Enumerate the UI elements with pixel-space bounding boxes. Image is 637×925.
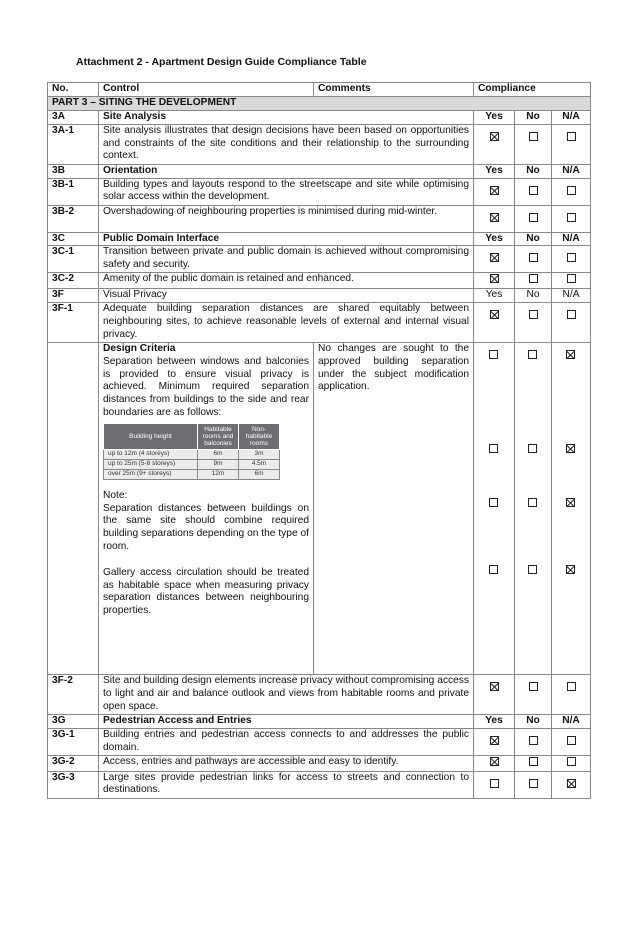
yes-label: Yes [474,164,515,178]
criteria-heading: Design Criteria [103,342,176,354]
yes-checkbox-checked[interactable] [490,682,499,691]
na-checkbox[interactable] [567,757,576,766]
table-row [48,205,591,232]
col-habitable: Habitable rooms and balconies [198,423,239,449]
row-control: Overshadowing of neighbouring properties is minimised during mid-winter. [99,205,474,232]
criteria-comment: No changes are sought to the approved building separation under the subject modification application. [314,342,474,674]
na-checkbox[interactable] [567,213,576,222]
no-checkbox[interactable] [529,310,538,319]
no-checkbox[interactable] [529,736,538,745]
row-no: 3F-2 [48,674,99,714]
note-gallery: Gallery access circulation should be treated as habitable space when measuring privacy separation distances between neighbouring properties. [103,566,309,617]
separation-row [104,449,280,459]
na-checkbox[interactable] [567,253,576,262]
section-title: Pedestrian Access and Entries [99,714,474,728]
table-row [48,728,591,755]
section-title: Visual Privacy [99,289,474,303]
na-label: N/A [552,111,591,125]
na-checkbox-checked[interactable] [566,498,575,507]
no-checkbox[interactable] [529,682,538,691]
no-checkbox[interactable] [528,444,537,453]
habitable-cell: 12m [198,469,239,479]
yes-label: Yes [474,111,515,125]
non-habitable-cell: 3m [239,449,280,459]
row-no: 3B-2 [48,205,99,232]
section-title: Public Domain Interface [99,232,474,246]
table-row [48,771,591,798]
na-checkbox[interactable] [567,682,576,691]
table-row [48,755,591,771]
table-row [48,178,591,205]
col-building-height: Building height [104,423,198,449]
na-checkbox-checked[interactable] [566,350,575,359]
section-no: 3B [48,164,99,178]
non-habitable-cell: 4.5m [239,459,280,469]
document-title: Attachment 2 - Apartment Design Guide Compliance Table [76,56,367,68]
yes-checkbox[interactable] [489,350,498,359]
height-cell: over 25m (9+ storeys) [104,469,198,479]
row-control: Large sites provide pedestrian links for access to streets and connection to destinations. [99,771,474,798]
no-checkbox[interactable] [529,213,538,222]
yes-checkbox-checked[interactable] [490,757,499,766]
section-row [48,111,591,125]
table-row [48,674,591,714]
row-control: Amenity of the public domain is retained and enhanced. [99,273,474,289]
section-row [48,232,591,246]
yes-checkbox[interactable] [489,444,498,453]
section-title: Orientation [99,164,474,178]
row-control: Building entries and pedestrian access connects to and addresses the public domain. [99,728,474,755]
header-row [48,83,591,97]
section-no: 3A [48,111,99,125]
section-no: 3G [48,714,99,728]
height-cell: up to 12m (4 storeys) [104,449,198,459]
na-checkbox-checked[interactable] [567,779,576,788]
na-label: N/A [552,232,591,246]
no-checkbox[interactable] [529,757,538,766]
no-checkbox[interactable] [529,132,538,141]
header-no: No. [48,83,99,97]
yes-checkbox[interactable] [489,565,498,574]
na-checkbox[interactable] [567,132,576,141]
no-label: No [515,289,552,303]
yes-label: Yes [474,232,515,246]
no-checkbox[interactable] [528,350,537,359]
na-checkbox[interactable] [567,186,576,195]
section-row [48,164,591,178]
separation-row [104,469,280,479]
header-compliance: Compliance [474,83,591,97]
section-row [48,714,591,728]
row-no: 3G-3 [48,771,99,798]
yes-checkbox-checked[interactable] [490,253,499,262]
no-label: No [515,232,552,246]
section-row [48,289,591,303]
criteria-text: Separation between windows and balconies is provided to ensure visual privacy is achieved. Minimum required separation distances from buildings to the side and rear boundaries are as follows: [103,355,309,418]
row-control: Adequate building separation distances are shared equitably between neighbouring sites, to achieve reasonable levels of external and internal visual privacy. [99,302,474,342]
no-label: No [515,111,552,125]
row-control: Site analysis illustrates that design decisions have been based on opportunities and constraints of the site conditions and their relationship to the surrounding context. [99,124,474,164]
yes-label: Yes [474,289,515,303]
yes-checkbox-checked[interactable] [490,736,499,745]
yes-checkbox-checked[interactable] [490,274,499,283]
section-no: 3C [48,232,99,246]
habitable-cell: 6m [198,449,239,459]
row-no: 3G-1 [48,728,99,755]
yes-checkbox[interactable] [490,779,499,788]
na-checkbox-checked[interactable] [566,565,575,574]
yes-checkbox-checked[interactable] [490,132,499,141]
na-label: N/A [552,164,591,178]
col-non-habitable: Non-habitable rooms [239,423,280,449]
part-title: PART 3 – SITING THE DEVELOPMENT [48,97,591,111]
row-no: 3B-1 [48,178,99,205]
na-checkbox[interactable] [567,310,576,319]
na-checkbox-checked[interactable] [566,444,575,453]
compliance-table [47,82,591,799]
no-checkbox[interactable] [529,186,538,195]
row-no: 3C-1 [48,246,99,273]
row-no: 3G-2 [48,755,99,771]
row-control: Building types and layouts respond to the streetscape and site while optimising solar access within the development. [99,178,474,205]
na-checkbox[interactable] [567,736,576,745]
na-label: N/A [552,714,591,728]
section-no: 3F [48,289,99,303]
no-checkbox[interactable] [528,498,537,507]
no-checkbox[interactable] [529,253,538,262]
note-separation: Separation distances between buildings on the same site should combine required building separations depending on the type of room. [103,502,309,552]
note-label: Note: [103,489,128,501]
na-label: N/A [552,289,591,303]
table-row [48,302,591,342]
yes-label: Yes [474,714,515,728]
yes-checkbox-checked[interactable] [490,310,499,319]
part-row [48,97,591,111]
row-no: 3F-1 [48,302,99,342]
non-habitable-cell: 6m [239,469,280,479]
separation-table [103,423,280,480]
no-checkbox[interactable] [529,274,538,283]
table-row [48,273,591,289]
no-label: No [515,164,552,178]
header-comments: Comments [314,83,474,97]
table-row [48,124,591,164]
row-control: Access, entries and pathways are accessible and easy to identify. [99,755,474,771]
design-criteria-row [48,342,591,674]
row-no: 3A-1 [48,124,99,164]
no-checkbox[interactable] [529,779,538,788]
section-title: Site Analysis [99,111,474,125]
habitable-cell: 9m [198,459,239,469]
height-cell: up to 25m (5-8 storeys) [104,459,198,469]
row-control: Transition between private and public domain is achieved without compromising safety and security. [99,246,474,273]
row-control: Site and building design elements increase privacy without compromising access to light and air and balance outlook and views from habitable rooms and private open space. [99,674,474,714]
na-checkbox[interactable] [567,274,576,283]
header-control: Control [99,83,314,97]
design-criteria-cell [99,342,314,674]
separation-row [104,459,280,469]
table-row [48,246,591,273]
yes-checkbox-checked[interactable] [490,186,499,195]
row-no: 3C-2 [48,273,99,289]
yes-checkbox-checked[interactable] [490,213,499,222]
no-label: No [515,714,552,728]
no-checkbox[interactable] [528,565,537,574]
yes-checkbox[interactable] [489,498,498,507]
